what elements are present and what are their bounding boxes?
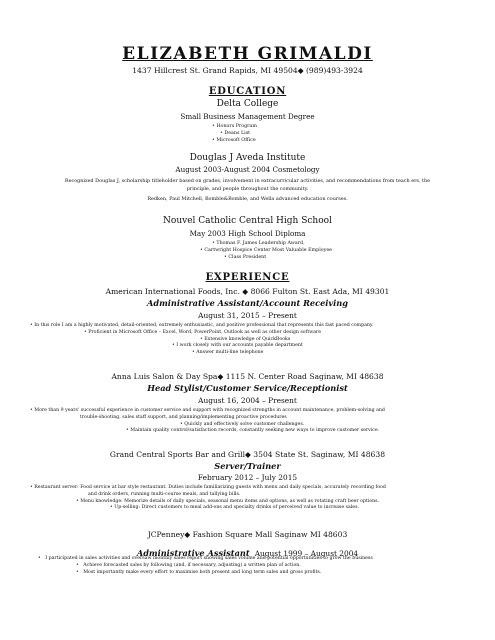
job4-bullets — [38, 555, 478, 576]
diamond-separator-icon: ◆ — [242, 287, 249, 296]
job3-bullet: Up-selling: Direct customers to meal add-ons and specialty drinks of perceived value to increase sales. — [114, 505, 359, 511]
job1-dates: August 31, 2015 – Present — [198, 311, 297, 320]
address: 1437 Hillcrest St. Grand Rapids, MI 49504 — [132, 66, 298, 75]
job1-bullets — [30, 323, 470, 357]
education-heading: EDUCATION — [208, 86, 287, 97]
list-bullet-icon: • — [212, 241, 215, 246]
job3-bullet: Menu knowledge: Memorize details of daily specials, seasonal menu items and options, as well as rotating craft beer options. — [80, 498, 380, 504]
job4-bullet: I participated in sales activities and oversaw monthly sales report showing sales volume and potential opportunities to grow the business — [45, 556, 373, 561]
list-bullet-icon: • — [224, 255, 227, 260]
school3-items — [200, 240, 360, 261]
list-bullet-icon: • — [38, 556, 41, 561]
job4-address: Fashion Square Mall Saginaw MI 48603 — [192, 530, 348, 539]
job2-bullet: Quickly and effectively solve customer challenges. — [184, 421, 305, 427]
job3-bullet-continued: and drink orders, running multi-course meals, and tallying bills. — [88, 491, 241, 497]
job3-bullets — [30, 485, 475, 512]
job4-company: JCPenney — [147, 530, 185, 539]
list-bullet-icon: • — [110, 505, 113, 511]
resume-name: ELIZABETH GRIMALDI — [122, 44, 373, 64]
diamond-separator-icon: ◆ — [297, 66, 304, 75]
job1-bullet: Proficient in Microsoft Office – Excel, Word, PowerPoint, Outlook as well as other design software — [88, 329, 322, 335]
job1-bullet: I work closely with our accounts payable department — [176, 343, 303, 349]
job3-company-line — [0, 450, 495, 459]
job1-bullet: Answer multi-line telephone — [196, 350, 264, 356]
job3-bullet: Restaurant server: Food service at bar style restaurant. Duties include familiarizing guests with menu and daily specials, accurately recording food — [34, 485, 386, 490]
list-bullet-icon: • — [76, 498, 79, 504]
school2-desc2: principle, and people throughout the community. — [186, 186, 309, 192]
school2-name: Douglas J Aveda Institute — [189, 153, 306, 163]
job1-company: American International Foods, Inc. — [105, 287, 240, 296]
school2-dates: August 2003-August 2004 Cosmetology — [175, 165, 320, 174]
school3-dates: May 2003 High School Diploma — [189, 229, 306, 238]
job1-bullet: In this role I am a highly motivated, detail-oriented, extremely enthusiastic, and positive professional that represents this fast paced company. — [34, 323, 374, 328]
list-bullet-icon: • — [30, 323, 33, 328]
job1-address: 8066 Fulton St. East Ada, MI 49301 — [250, 287, 390, 296]
job2-bullet: Maintain quality control/satisfaction records, constantly seeking new ways to improve customer service. — [130, 428, 380, 434]
job2-bullets — [30, 408, 475, 435]
job2-bullet: More than 9 years' successful experience in customer service and support with recognized strengths in account maintenance, problem-solving and — [34, 408, 385, 413]
school3-item: Class President — [228, 255, 267, 260]
diamond-separator-icon: ◆ — [217, 372, 224, 381]
job2-company-line — [0, 372, 495, 381]
job1-title: Administrative Assistant/Account Receiving — [147, 298, 348, 308]
list-bullet-icon: • — [172, 343, 175, 349]
list-bullet-icon: • — [212, 138, 215, 143]
job4-bullet: Achieve forecasted sales by following (and, if necessary, adjusting) a written plan of action. — [83, 563, 301, 568]
list-bullet-icon: • — [76, 563, 79, 568]
experience-heading: EXPERIENCE — [205, 272, 290, 283]
job3-company: Grand Central Sports Bar and Grill — [109, 450, 246, 459]
job4-title: Administrative Assistant — [136, 548, 250, 558]
school2-desc1: Recognized Douglas J, scholarship titleholder based on grades, involvement in extracurricular activities, and recommendations from teach ers, the — [64, 178, 431, 184]
list-bullet-icon: • — [126, 428, 129, 434]
school1-item: Honors Program — [216, 124, 257, 129]
school1-items — [200, 123, 300, 144]
list-bullet-icon: • — [30, 485, 33, 490]
list-bullet-icon: • — [220, 131, 223, 136]
list-bullet-icon: • — [76, 570, 79, 575]
list-bullet-icon: • — [200, 336, 203, 342]
school3-item: Cartwright Hospice Center Most Valuable Employee — [204, 248, 333, 253]
school3-name: Nouvel Catholic Central High School — [163, 216, 332, 226]
list-bullet-icon: • — [200, 248, 203, 253]
school3-item: Thomas F. James Leadership Award, — [216, 241, 305, 246]
job4-company-line — [0, 530, 495, 539]
phone: (989)493-3924 — [305, 66, 363, 75]
diamond-separator-icon: ◆ — [184, 530, 191, 539]
job2-bullet-continued: trouble-shooting, sales staff support, and planning/implementing proactive procedures — [80, 414, 287, 420]
list-bullet-icon: • — [30, 408, 33, 413]
job2-company: Anna Luis Salon & Day Spa — [111, 372, 218, 381]
job1-bullet: Extensive knowledge of QuickBooks — [204, 336, 291, 342]
job2-dates: August 16, 2004 – Present — [198, 396, 297, 405]
list-bullet-icon: • — [84, 329, 87, 335]
school2-desc3: Redken, Paul Mitchell, Bomble&Bomble, and Wella advanced education courses. — [147, 196, 348, 202]
school1-name: Delta College — [216, 99, 279, 109]
school1-item: Deans List — [224, 131, 251, 136]
contact-line — [0, 66, 495, 75]
list-bullet-icon: • — [212, 124, 215, 129]
job3-address: 3504 State St. Saginaw, MI 48638 — [253, 450, 386, 459]
school1-item: Microsoft Office — [216, 138, 256, 143]
job3-title: Server/Trainer — [214, 461, 281, 471]
job1-company-line — [0, 287, 495, 296]
job2-address: 1115 N. Center Road Saginaw, MI 48638 — [225, 372, 384, 381]
job4-dates: August 1999 – August 2004 — [254, 549, 359, 558]
job2-title: Head Stylist/Customer Service/Receptionist — [147, 383, 348, 393]
diamond-separator-icon: ◆ — [245, 450, 251, 459]
job3-dates: February 2012 – July 2015 — [197, 473, 298, 482]
list-bullet-icon: • — [180, 421, 183, 427]
job4-bullet: Most importantly make every effort to maximise both present and long term sales and gross profits. — [83, 570, 322, 575]
list-bullet-icon: • — [192, 350, 195, 356]
school1-degree: Small Business Management Degree — [180, 112, 315, 121]
